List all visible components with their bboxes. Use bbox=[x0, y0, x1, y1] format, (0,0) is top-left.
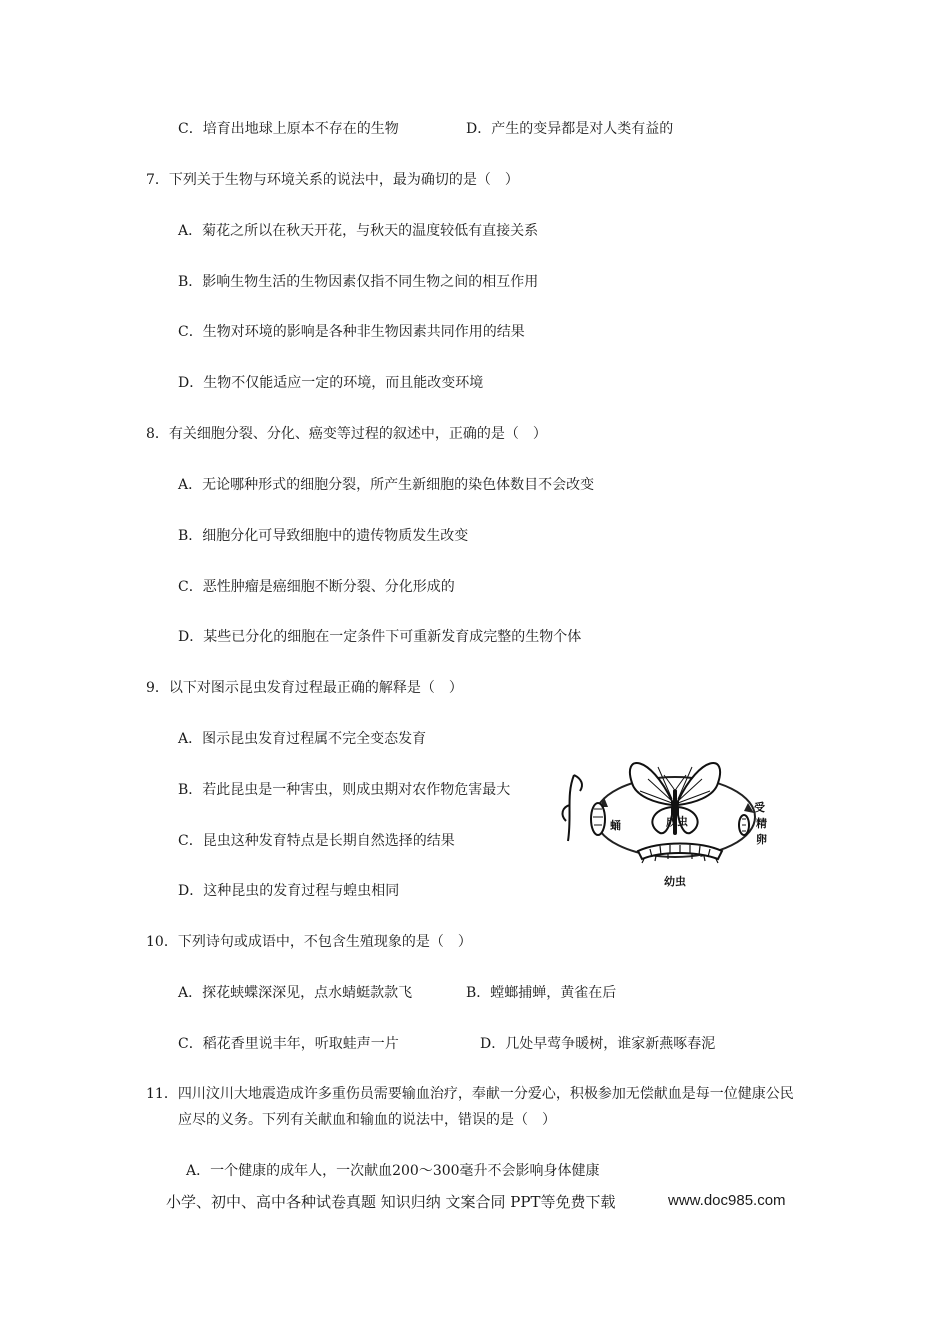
q10-option-b: B．螳螂捕蝉，黄雀在后 bbox=[466, 985, 617, 1001]
q7-option-d: D．生物不仅能适应一定的环境，而且能改变环境 bbox=[178, 375, 484, 391]
q8-option-b: B．细胞分化可导致细胞中的遗传物质发生改变 bbox=[178, 528, 469, 544]
q9-option-a: A．图示昆虫发育过程属不完全变态发育 bbox=[178, 731, 427, 747]
q7-option-b: B．影响生物生活的生物因素仅指不同生物之间的相互作用 bbox=[178, 274, 539, 290]
label-pupa: 蛹 bbox=[610, 819, 621, 832]
fertilized-egg-icon bbox=[739, 815, 749, 835]
q9-option-d: D．这种昆虫的发育过程与蝗虫相同 bbox=[178, 883, 400, 899]
q9-stem: 9．以下对图示昆虫发育过程最正确的解释是（ ） bbox=[146, 680, 463, 696]
q8-option-d: D．某些已分化的细胞在一定条件下可重新发育成完整的生物个体 bbox=[178, 629, 582, 645]
q7-stem: 7．下列关于生物与环境关系的说法中，最为确切的是（ ） bbox=[146, 172, 519, 188]
q11-option-a: A．一个健康的成年人，一次献血200～300毫升不会影响身体健康 bbox=[186, 1163, 600, 1179]
q10-option-d: D．几处早莺争暖树，谁家新燕啄春泥 bbox=[480, 1036, 716, 1052]
label-adult: 成虫 bbox=[666, 815, 688, 828]
footer-text: 小学、初中、高中各种试卷真题 知识归纳 文案合同 PPT等免费下载 bbox=[166, 1193, 616, 1211]
label-egg-2: 精 bbox=[756, 817, 767, 830]
q9-option-b: B．若此昆虫是一种害虫，则成虫期对农作物危害最大 bbox=[178, 782, 511, 798]
q10-option-c: C．稻花香里说丰年，听取蛙声一片 bbox=[178, 1036, 399, 1052]
q8-stem: 8．有关细胞分裂、分化、癌变等过程的叙述中，正确的是（ ） bbox=[146, 426, 547, 442]
q8-option-c: C．恶性肿瘤是癌细胞不断分裂、分化形成的 bbox=[178, 579, 455, 595]
q6-option-d: D．产生的变异都是对人类有益的 bbox=[466, 121, 674, 137]
q7-option-c: C．生物对环境的影响是各种非生物因素共同作用的结果 bbox=[178, 324, 525, 340]
q10-option-a: A．探花蛱蝶深深见，点水蜻蜓款款飞 bbox=[178, 985, 413, 1001]
label-egg-1: 受 bbox=[754, 801, 765, 814]
q9-option-c: C．昆虫这种发育特点是长期自然选择的结果 bbox=[178, 833, 455, 849]
label-egg-3: 卵 bbox=[756, 833, 767, 846]
label-larva: 幼虫 bbox=[664, 875, 686, 888]
footer-url[interactable]: www.doc985.com bbox=[668, 1192, 786, 1209]
pupa-icon bbox=[563, 775, 605, 841]
q11-stem-line-1: 11．四川汶川大地震造成许多重伤员需要输血治疗，奉献一分爱心，积极参加无偿献血是每一位健康公民 bbox=[146, 1086, 794, 1102]
q7-option-a: A．菊花之所以在秋天开花，与秋天的温度较低有直接关系 bbox=[178, 223, 539, 239]
q11-stem-line-2: 应尽的义务。下列有关献血和输血的说法中，错误的是（ ） bbox=[178, 1112, 556, 1128]
larva-icon bbox=[638, 844, 722, 864]
q10-stem: 10．下列诗句或成语中，不包含生殖现象的是（ ） bbox=[146, 934, 472, 950]
q8-option-a: A．无论哪种形式的细胞分裂，所产生新细胞的染色体数目不会改变 bbox=[178, 477, 595, 493]
q6-option-c: C．培育出地球上原本不存在的生物 bbox=[178, 121, 399, 137]
insect-life-cycle-diagram bbox=[560, 745, 778, 895]
